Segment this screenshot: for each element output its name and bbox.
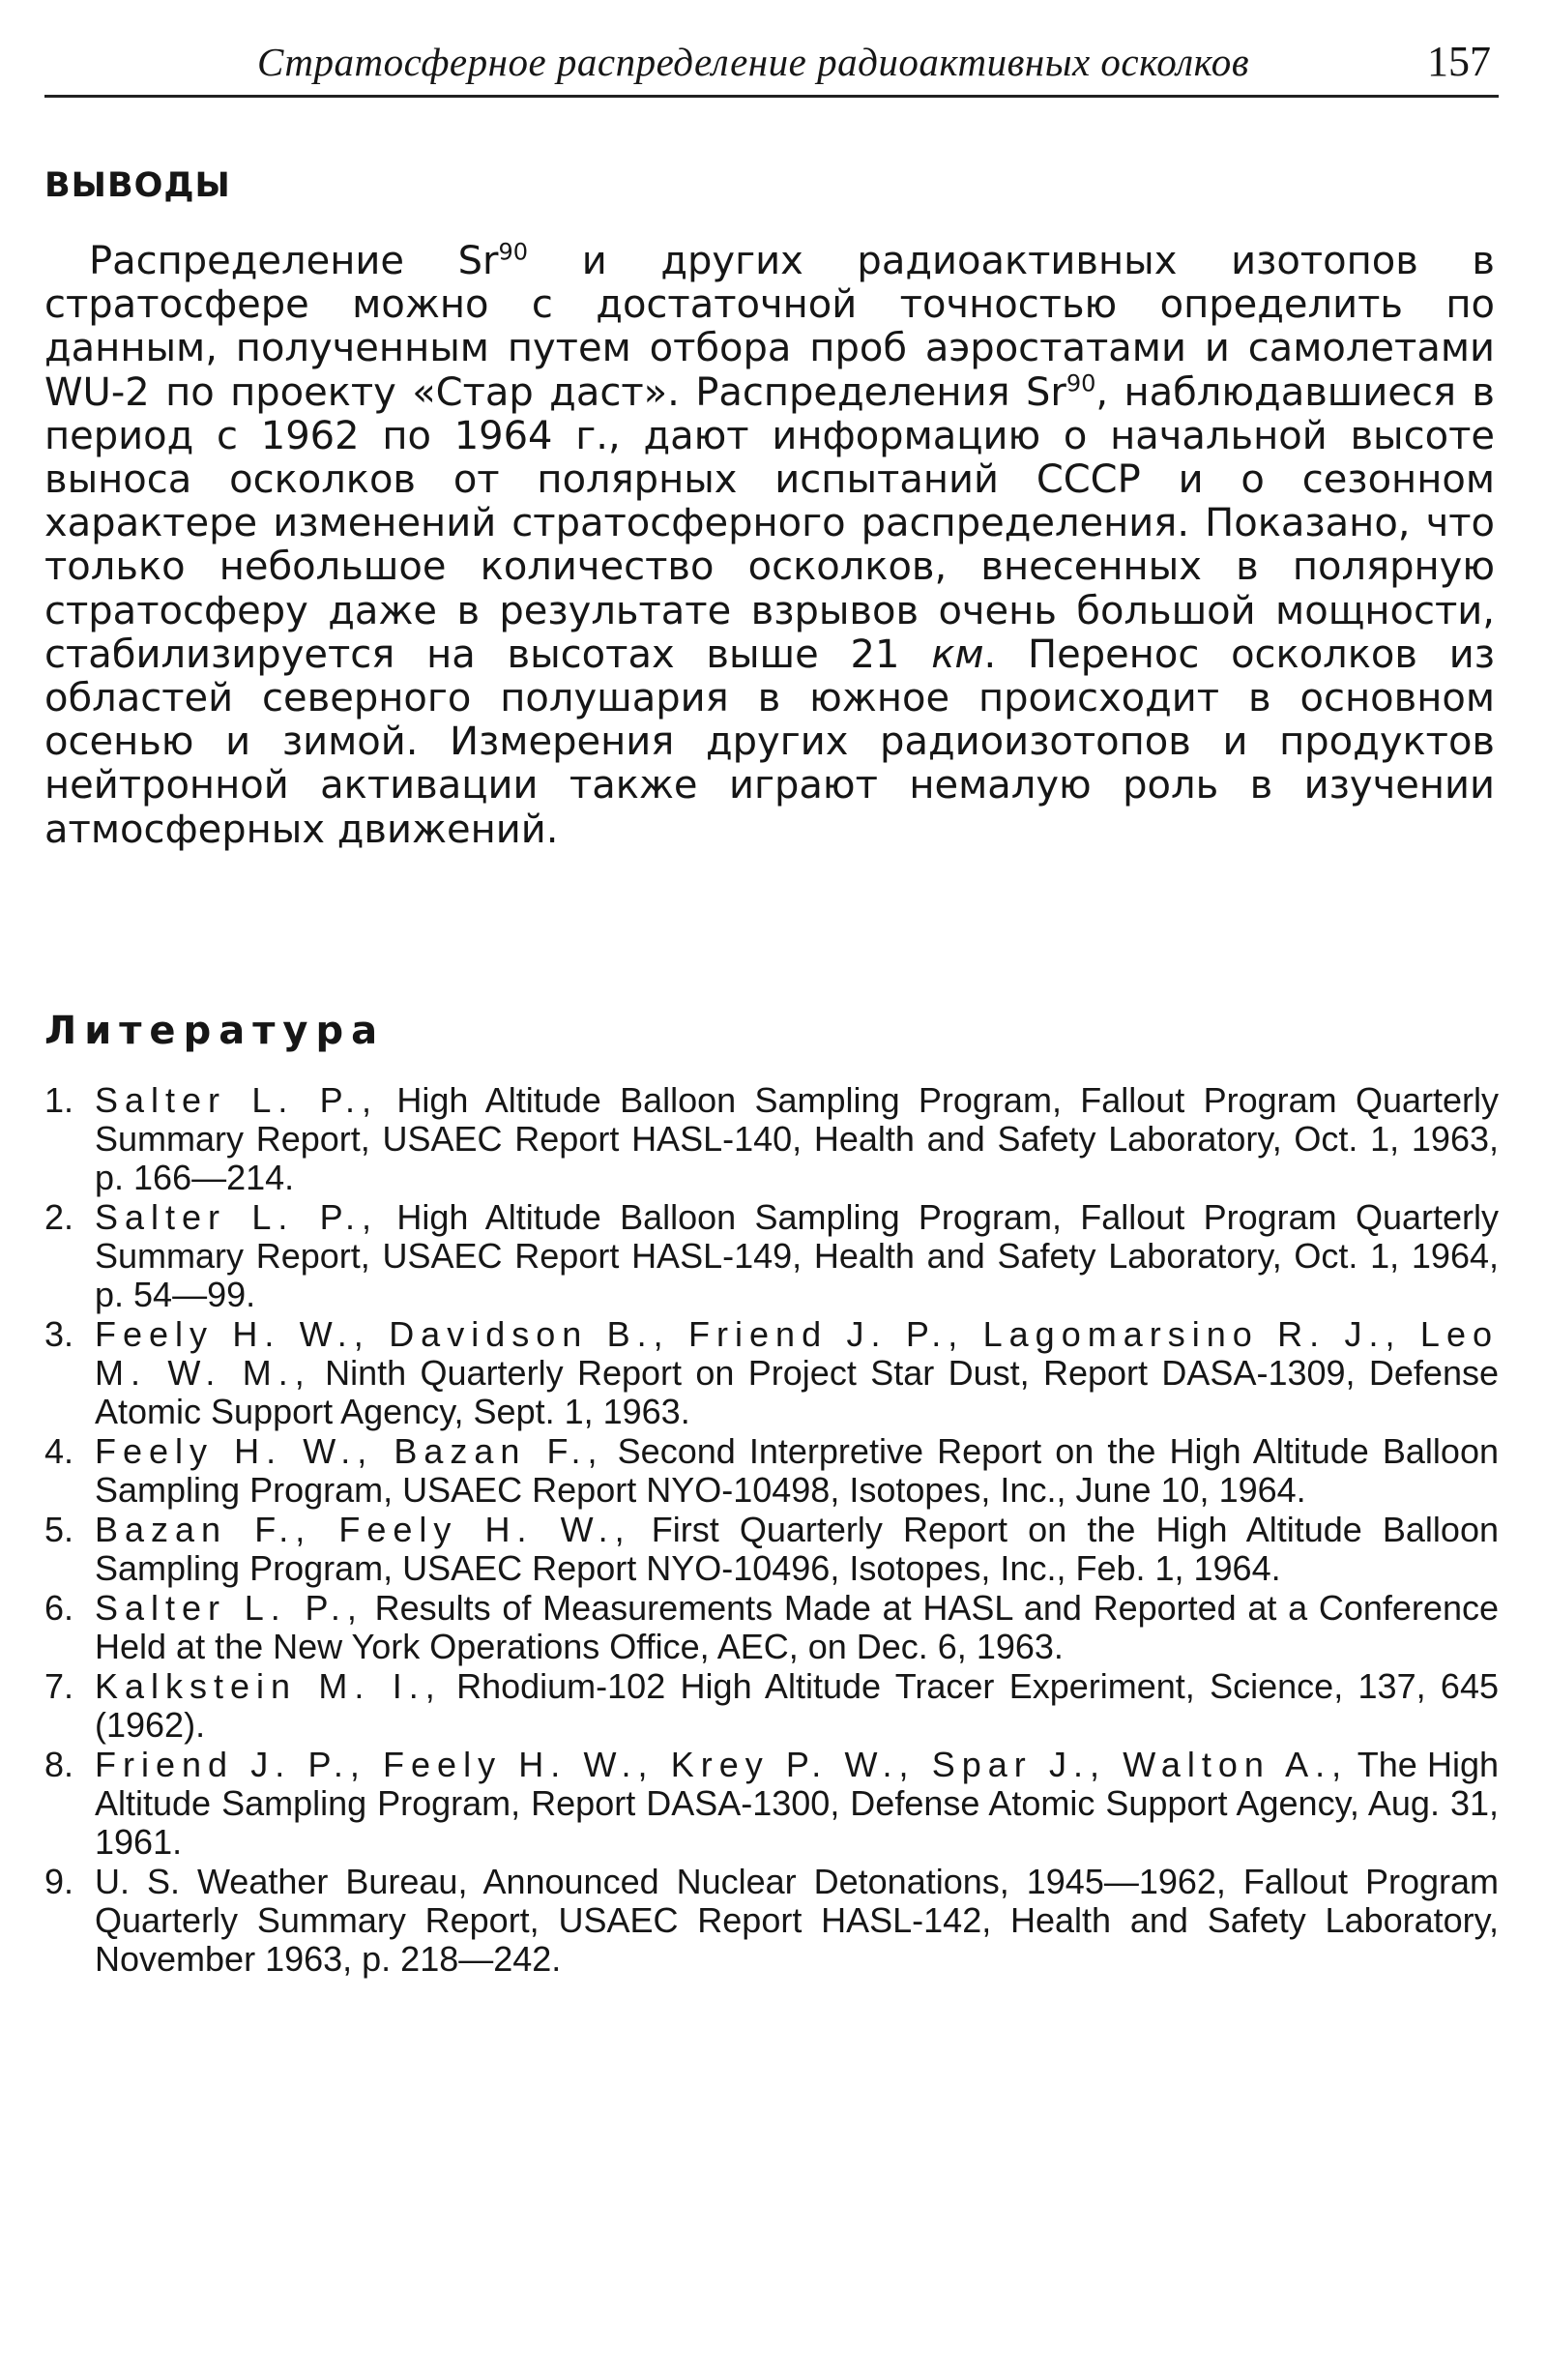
literature-heading: Литература (44, 1009, 386, 1053)
strontium-symbol: Sr (1026, 369, 1066, 415)
reference-authors: Salter L. P., (95, 1080, 379, 1120)
reference-item (44, 1081, 1499, 1197)
reference-text: High Altitude Balloon Sampling Program, Fallout Program Quarterly Summary Report, USAEC Report HASL-140, Health and Safety Laboratory, Oct. 1, 1963, p. 166—214. (95, 1080, 1499, 1197)
reference-text: Ninth Quarterly Report on Project Star Dust, Report DASA-1309, Defense Atomic Support Agency, Sept. 1, 1963. (95, 1353, 1499, 1431)
reference-authors: Bazan F., Feely H. W., (95, 1510, 631, 1549)
reference-authors: Kalkstein M. I., (95, 1666, 442, 1706)
reference-item (44, 1589, 1499, 1666)
reference-authors: Salter L. P., (95, 1197, 379, 1237)
reference-number: 9. (44, 1862, 74, 1901)
conclusions-text-2: и других радиоактивных изотопов в стратосфере можно с достаточной точностью определить по данным, полученным путем отбора проб аэростатами и самолетами WU-2 по проекту «Стар даст». Распределения (44, 239, 1496, 415)
reference-authors: Feely H. W., Davidson B., Friend J. P., Lagomarsino R. J., Leo M. W. M., (95, 1314, 1499, 1393)
reference-number: 7. (44, 1666, 74, 1706)
reference-item (44, 1746, 1499, 1862)
reference-text: U. S. Weather Bureau, Announced Nuclear Detonations, 1945—1962, Fallout Program Quarterly Summary Report, USAEC Report HASL-142, Health and Safety Laboratory, November 1963, p. 218—242. (95, 1862, 1499, 1979)
reference-text: Rhodium-102 High Altitude Tracer Experiment, Science, 137, 645 (1962). (95, 1666, 1499, 1745)
reference-authors: Friend J. P., Feely H. W., Krey P. W., Spar J., Walton A., (95, 1745, 1349, 1784)
strontium-symbol: Sr (457, 239, 499, 283)
reference-item (44, 1863, 1499, 1979)
book-page (44, 0, 1499, 2380)
reference-number: 1. (44, 1080, 74, 1120)
reference-authors: Salter L. P., (95, 1588, 364, 1628)
reference-text: Results of Measurements Made at HASL and Reported at a Conference Held at the New York Operations Office, AEC, on Dec. 6, 1963. (95, 1588, 1499, 1666)
reference-item (44, 1667, 1499, 1745)
reference-item (44, 1511, 1499, 1588)
reference-text: Second Interpretive Report on the High Altitude Balloon Sampling Program, USAEC Report NYO-10498, Isotopes, Inc., June 10, 1964. (95, 1431, 1499, 1510)
reference-number: 4. (44, 1431, 74, 1471)
conclusions-text-4: . Перенос осколков из областей северного полушария в южное происходит в основном осенью и зимой. Измерения других радиоизотопов и продуктов нейтронной активации также играют немалую роль в изучении атмосферных движений. (44, 632, 1495, 852)
reference-number: 3. (44, 1314, 74, 1354)
reference-item (44, 1432, 1499, 1510)
reference-number: 8. (44, 1745, 74, 1784)
reference-number: 6. (44, 1588, 74, 1628)
reference-number: 5. (44, 1510, 74, 1549)
reference-text: The High Altitude Sampling Program, Report DASA-1300, Defense Atomic Support Agency, Aug. 31, 1961. (95, 1745, 1499, 1862)
conclusions-paragraph (44, 240, 1495, 852)
running-title: Стратосферное распределение радиоактивных осколков (257, 40, 1250, 84)
reference-list (44, 1081, 1499, 1980)
strontium-mass-number: 90 (1065, 369, 1096, 397)
conclusions-heading: ВЫВОДЫ (44, 166, 231, 205)
conclusions-text-3: , наблюдавшиеся в период с 1962 по 1964 г., дают информацию о начальной высоте выноса осколков от полярных испытаний СССР и о сезонном характере изменений стратосферного распределения. Показано, что только небольшое количество осколков, внесенных в полярную стратосферу даже в результате взрывов очень большой мощности, стабилизируется на высотах выше 21 (44, 369, 1495, 677)
conclusions-text-1: Распределение (89, 239, 404, 283)
reference-item (44, 1198, 1499, 1314)
page-number: 157 (1427, 38, 1491, 85)
reference-number: 2. (44, 1197, 74, 1237)
strontium-mass-number: 90 (498, 238, 529, 266)
running-header (44, 27, 1499, 98)
altitude-unit: км (931, 632, 984, 677)
reference-item (44, 1315, 1499, 1431)
reference-authors: Feely H. W., Bazan F., (95, 1431, 604, 1471)
reference-text: High Altitude Balloon Sampling Program, Fallout Program Quarterly Summary Report, USAEC Report HASL-149, Health and Safety Laboratory, Oct. 1, 1964, p. 54—99. (95, 1197, 1499, 1314)
reference-text: First Quarterly Report on the High Altitude Balloon Sampling Program, USAEC Report NYO-10496, Isotopes, Inc., Feb. 1, 1964. (95, 1510, 1499, 1588)
